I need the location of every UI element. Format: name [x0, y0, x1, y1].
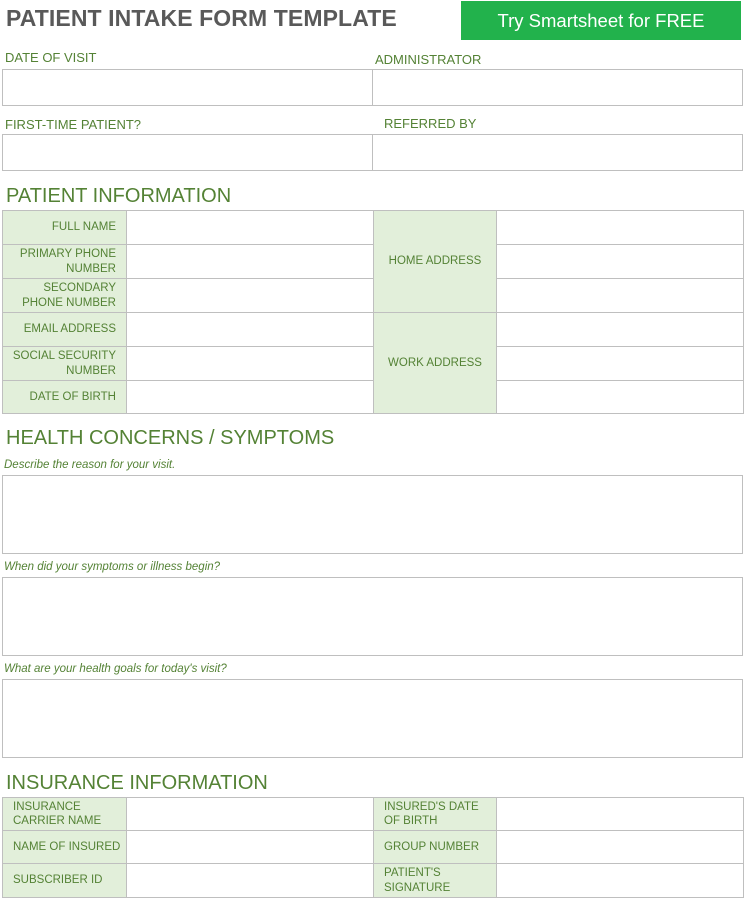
- email-address-label: EMAIL ADDRESS: [3, 313, 127, 347]
- patient-signature-field[interactable]: [497, 864, 744, 898]
- page-title: PATIENT INTAKE FORM TEMPLATE: [6, 5, 397, 31]
- patient-information-heading: PATIENT INFORMATION: [6, 185, 232, 207]
- date-of-birth-label: DATE OF BIRTH: [3, 381, 127, 414]
- administrator-field[interactable]: [372, 69, 743, 106]
- health-goals-question: What are your health goals for today's visit?: [4, 663, 227, 675]
- try-smartsheet-button[interactable]: Try Smartsheet for FREE: [461, 1, 741, 40]
- referred-by-field[interactable]: [372, 134, 743, 171]
- symptoms-began-question: When did your symptoms or illness begin?: [4, 561, 221, 573]
- patient-signature-label: PATIENT'S SIGNATURE: [374, 864, 497, 898]
- name-of-insured-label: NAME OF INSURED: [3, 831, 127, 864]
- home-address-field-line-1[interactable]: [497, 211, 744, 245]
- work-address-field-line-3[interactable]: [497, 381, 744, 414]
- health-concerns-heading: HEALTH CONCERNS / SYMPTOMS: [6, 427, 335, 449]
- primary-phone-label: PRIMARY PHONE NUMBER: [3, 245, 127, 279]
- secondary-phone-label: SECONDARY PHONE NUMBER: [3, 279, 127, 313]
- first-time-patient-label: FIRST-TIME PATIENT?: [5, 117, 142, 132]
- social-security-field[interactable]: [127, 347, 374, 381]
- insurance-information-table: [2, 797, 744, 898]
- name-of-insured-field[interactable]: [127, 831, 374, 864]
- home-address-field-line-2[interactable]: [497, 245, 744, 279]
- home-address-label: HOME ADDRESS: [374, 211, 497, 313]
- insured-dob-label: INSURED'S DATE OF BIRTH: [374, 798, 497, 831]
- administrator-label: ADMINISTRATOR: [375, 52, 482, 67]
- insured-dob-field[interactable]: [497, 798, 744, 831]
- insurance-carrier-field[interactable]: [127, 798, 374, 831]
- full-name-label: FULL NAME: [3, 211, 127, 245]
- referred-by-label: REFERRED BY: [384, 116, 477, 131]
- patient-information-table: [2, 210, 744, 414]
- group-number-field[interactable]: [497, 831, 744, 864]
- insurance-carrier-label: INSURANCE CARRIER NAME: [3, 798, 127, 831]
- full-name-field[interactable]: [127, 211, 374, 245]
- work-address-label: WORK ADDRESS: [374, 313, 497, 414]
- subscriber-id-field[interactable]: [127, 864, 374, 898]
- insurance-information-heading: INSURANCE INFORMATION: [6, 772, 268, 794]
- work-address-field-line-2[interactable]: [497, 347, 744, 381]
- first-time-patient-field[interactable]: [2, 134, 373, 171]
- reason-for-visit-question: Describe the reason for your visit.: [4, 459, 176, 471]
- secondary-phone-field[interactable]: [127, 279, 374, 313]
- symptoms-began-field[interactable]: [2, 577, 743, 656]
- work-address-field-line-1[interactable]: [497, 313, 744, 347]
- health-goals-field[interactable]: [2, 679, 743, 758]
- subscriber-id-label: SUBSCRIBER ID: [3, 864, 127, 898]
- group-number-label: GROUP NUMBER: [374, 831, 497, 864]
- social-security-label: SOCIAL SECURITY NUMBER: [3, 347, 127, 381]
- home-address-field-line-3[interactable]: [497, 279, 744, 313]
- email-address-field[interactable]: [127, 313, 374, 347]
- primary-phone-field[interactable]: [127, 245, 374, 279]
- reason-for-visit-field[interactable]: [2, 475, 743, 554]
- date-of-visit-field[interactable]: [2, 69, 373, 106]
- date-of-birth-field[interactable]: [127, 381, 374, 414]
- date-of-visit-label: DATE OF VISIT: [5, 50, 97, 65]
